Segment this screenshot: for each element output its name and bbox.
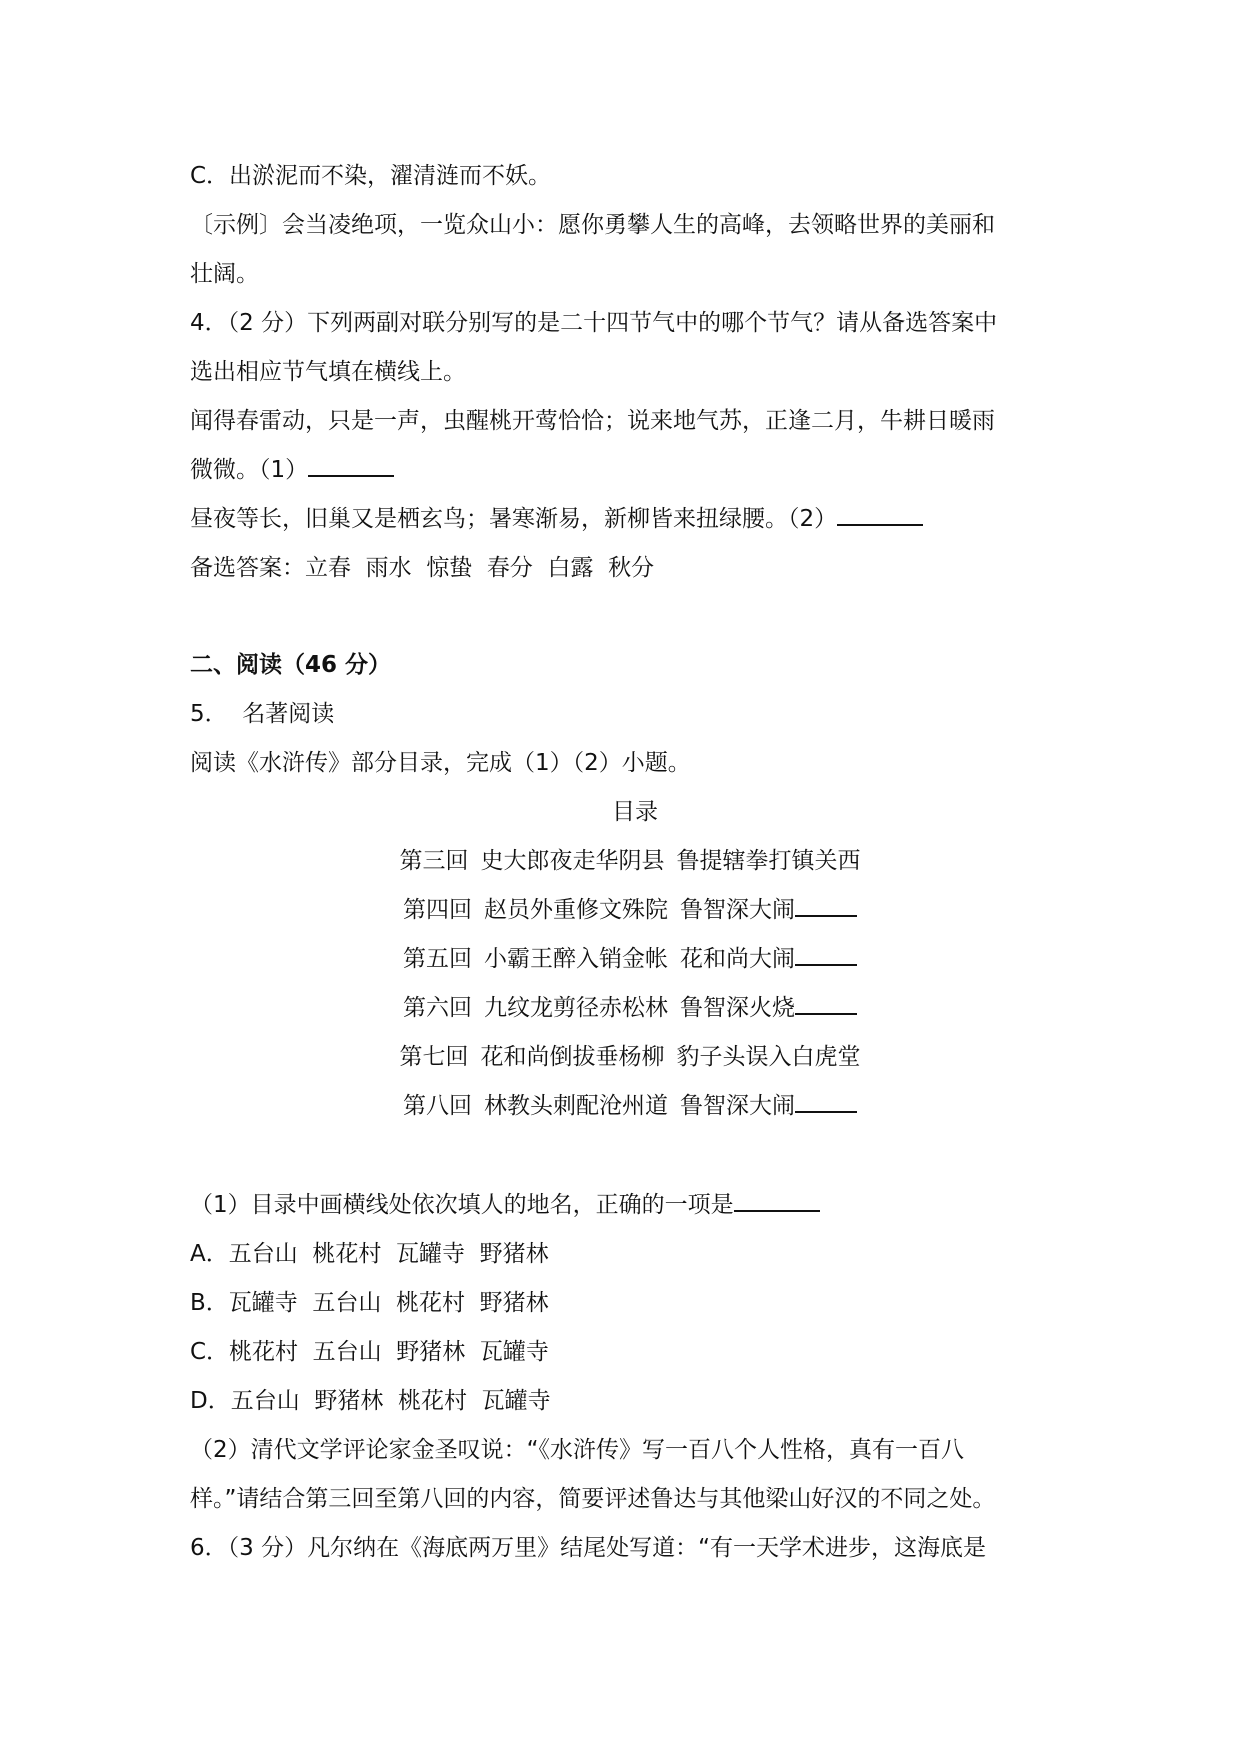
toc-item [190, 1033, 1070, 1082]
q3-option-c: C．出淤泥而不染，濯清涟而不妖。 [190, 163, 552, 189]
toc-item [190, 935, 1070, 984]
q4-couplet-2-text: 昼夜等长，旧巢又是栖玄鸟；暑寒渐易，新柳皆来扭绿腰。（2） [190, 506, 838, 532]
q3-example-line-1: 〔示例〕会当凌绝项，一览众山小：愿你勇攀人生的高峰，去领略世界的美丽和 [190, 212, 995, 238]
q5-sub2-line-2: 样。”请结合第三回至第八回的内容，简要评述鲁达与其他梁山好汉的不同之处。 [190, 1486, 996, 1512]
toc-part-1: 花和尚倒拔垂杨柳 [480, 1044, 665, 1070]
q4-couplet-1-line-1: 闻得春雷动，只是一声，虫醒桃开莺恰恰；说来地气苏，正逢二月，牛耕日暖雨 [190, 408, 995, 434]
q5-sub1-text: （1）目录中画横线处依次填人的地名，正确的一项是 [190, 1192, 734, 1218]
toc-part-1: 九纹龙剪径赤松林 [484, 995, 668, 1021]
toc-item [190, 1082, 1070, 1131]
toc-part-2: 花和尚大闹 [680, 946, 795, 972]
q5-sub1-option-c[interactable]: C．桃花村 五台山 野猪林 瓦罐寺 [190, 1339, 549, 1365]
q4-stem-line-1: 4．（2 分）下列两副对联分别写的是二十四节气中的哪个节气？请从备选答案中 [190, 310, 998, 336]
toc-chapter-number: 第八回 [403, 1093, 472, 1119]
section-gap [190, 593, 1070, 641]
toc-chapter-number: 第六回 [403, 995, 472, 1021]
q5-sub1-option-b[interactable]: B．瓦罐寺 五台山 桃花村 野猪林 [190, 1290, 549, 1316]
section-2-heading: 二、阅读（46 分） [190, 652, 392, 678]
toc-chapter-number: 第三回 [399, 848, 469, 874]
q4-choices: 备选答案：立春 雨水 惊蛰 春分 白露 秋分 [190, 555, 655, 581]
toc-blank[interactable] [795, 1087, 857, 1113]
toc-chapter-number: 第七回 [399, 1044, 469, 1070]
toc-part-1: 小霸王醉入销金帐 [484, 946, 668, 972]
answer-blank-2[interactable] [837, 500, 923, 526]
q6-stem-line-1: 6．（3 分）凡尔纳在《海底两万里》结尾处写道：“有一天学术进步，这海底是 [190, 1535, 986, 1561]
toc-part-1: 赵员外重修文殊院 [484, 897, 668, 923]
toc-blank[interactable] [795, 891, 857, 917]
toc-item [190, 984, 1070, 1033]
toc-item [190, 837, 1070, 886]
q5-label: 5． 名著阅读 [190, 701, 335, 727]
q4-couplet-1-text: 微微。（1） [190, 457, 309, 483]
toc-chapter-number: 第四回 [403, 897, 472, 923]
q5-sub1-option-d[interactable]: D．五台山 野猪林 桃花村 瓦罐寺 [190, 1388, 551, 1414]
q4-couplet-1-line-2 [190, 446, 1070, 495]
answer-blank-1[interactable] [308, 451, 394, 477]
toc-item [190, 886, 1070, 935]
q5-sub1-option-a[interactable]: A．五台山 桃花村 瓦罐寺 野猪林 [190, 1241, 549, 1267]
toc-part-1: 史大郎夜走华阴县 [480, 848, 665, 874]
toc-part-2: 鲁智深火烧 [680, 995, 795, 1021]
toc-part-2: 鲁智深大闹 [680, 1093, 795, 1119]
toc-part-2: 鲁智深大闹 [680, 897, 795, 923]
toc-chapter-number: 第五回 [403, 946, 472, 972]
toc-blank[interactable] [795, 940, 857, 966]
toc-blank[interactable] [795, 989, 857, 1015]
toc-gap [190, 1131, 1070, 1181]
toc-title: 目录 [612, 799, 658, 825]
q5-intro: 阅读《水浒传》部分目录，完成（1）（2）小题。 [190, 750, 691, 776]
q3-example-line-2: 壮阔。 [190, 261, 259, 287]
exam-page [190, 152, 1070, 1573]
toc-part-2: 鲁提辖拳打镇关西 [676, 848, 861, 874]
q5-sub2-line-1: （2）清代文学评论家金圣叹说：“《水浒传》写一百八个人性格，真有一百八 [190, 1437, 965, 1463]
q5-sub1-stem [190, 1181, 1070, 1230]
q4-stem-line-2: 选出相应节气填在横线上。 [190, 359, 466, 385]
answer-blank-sub1[interactable] [734, 1186, 820, 1212]
toc-part-1: 林教头刺配沧州道 [484, 1093, 668, 1119]
toc-part-2: 豹子头误入白虎堂 [676, 1044, 861, 1070]
q4-couplet-2 [190, 495, 1070, 544]
